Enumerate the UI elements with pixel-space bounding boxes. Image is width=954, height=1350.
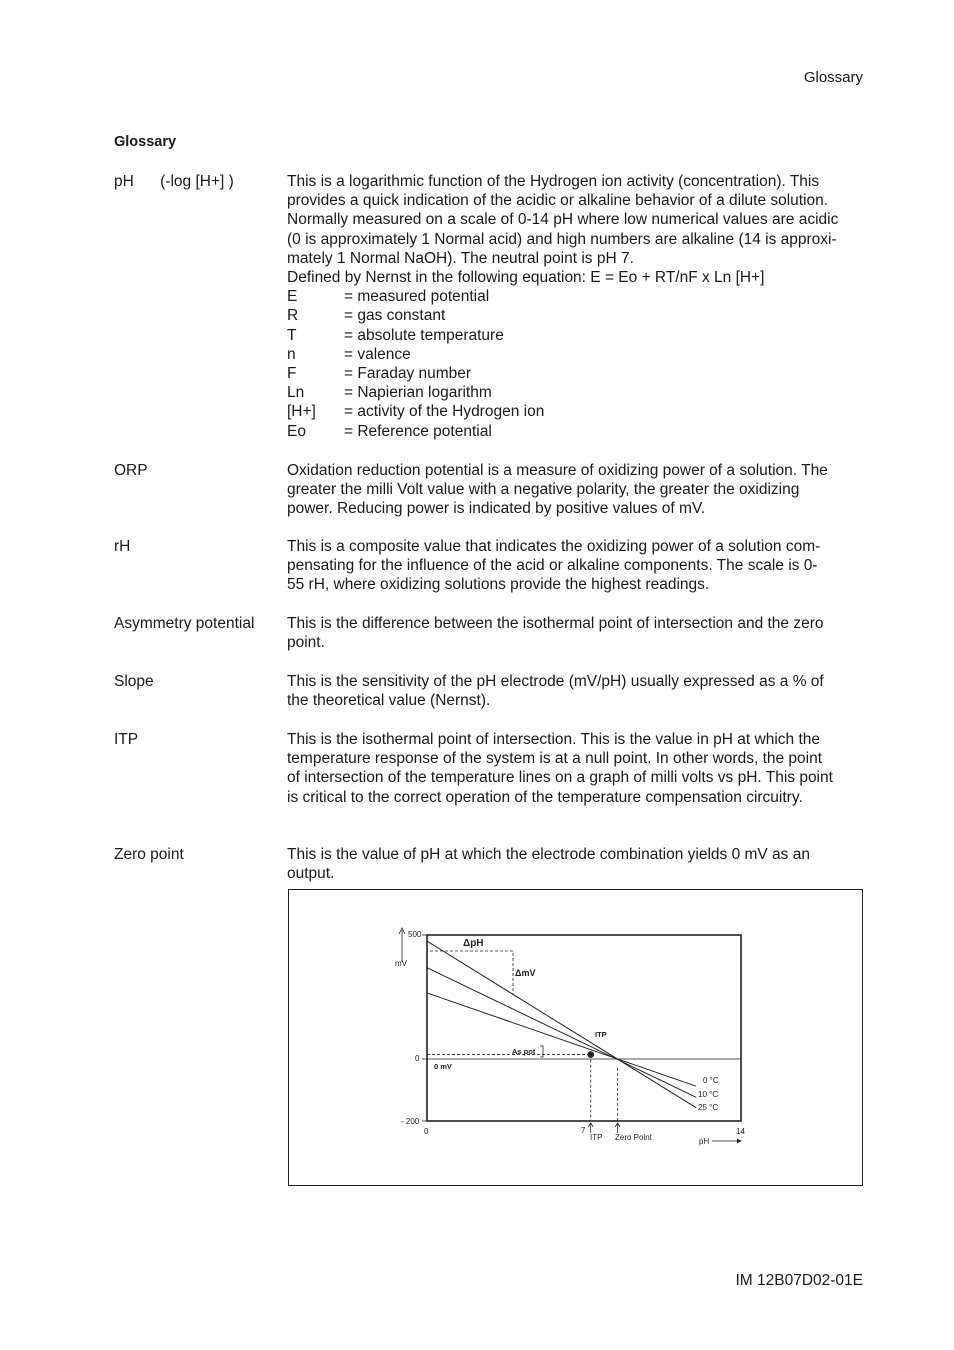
def-line: is critical to the correct operation of the temperature compensation circuitry. [287,788,803,806]
itp-axis-label: ITP [590,1133,603,1142]
def-line: greater the milli Volt value with a negative polarity, the greater the oxidizing [287,481,800,499]
def-line: Defined by Nernst in the following equation: E = Eo + RT/nF x Ln [H+] [287,269,765,287]
as-pot-label: As pot [512,1047,536,1056]
term-ph [114,172,234,191]
page-title: Glossary [114,134,177,150]
legend-25c: 25 °C [698,1103,719,1112]
variable-row [287,326,867,345]
as-pot-bracket [540,1046,543,1057]
legend-0c: 0 °C [703,1076,719,1085]
def-line: Oxidation reduction potential is a measure of oxidizing power of a solution. The [287,462,828,479]
def-line: This is a logarithmic function of the Hydrogen ion activity (concentration). This [287,173,820,190]
variable-symbol: T [287,326,297,344]
x-tick-14: 14 [736,1127,745,1136]
y-tick-minus-200: - 200 [401,1117,420,1126]
itp-chart [289,890,864,1187]
variable-symbol: R [287,307,299,325]
temperature-line-2 [427,993,696,1086]
variable-desc: = valence [344,345,411,363]
def-rh [287,537,867,595]
variable-desc: = Faraday number [344,365,472,383]
zero-point-axis-label: Zero Point [615,1133,652,1142]
def-line: the theoretical value (Nernst). [287,692,491,710]
def-line: mately 1 Normal NaOH). The neutral point is pH 7. [287,249,634,267]
delta-mv-label: ΔmV [515,968,536,978]
legend-10c: 10 °C [698,1090,719,1099]
term-asymmetry: Asymmetry potential [114,615,255,632]
def-line: of intersection of the temperature lines on a graph of milli volts vs pH. This point [287,769,833,787]
term-rh: rH [114,538,131,555]
itp-point [587,1051,594,1058]
def-line: This is the value of pH at which the electrode combination yields 0 mV as an [287,846,810,863]
variable-row [287,422,867,441]
variable-desc: = Napierian logarithm [344,384,492,402]
itp-figure [288,889,863,1186]
variable-desc: = absolute temperature [344,326,504,344]
variable-symbol: Eo [287,422,306,440]
variable-desc: = Reference potential [344,422,492,440]
y-tick-500: 500 [408,930,422,939]
def-zero-point [287,845,867,883]
variable-row [287,345,867,364]
itp-point-label: ITP [595,1030,607,1039]
def-slope [287,672,867,710]
temperature-lines [427,941,696,1108]
y-tick-0: 0 [415,1054,420,1063]
def-line: point. [287,634,325,652]
def-ph [287,172,867,441]
def-line: This is the difference between the isothermal point of intersection and the zero [287,615,824,632]
def-line: provides a quick indication of the acidic or alkaline behavior of a dilute solution. [287,192,829,210]
variable-desc: = activity of the Hydrogen ion [344,403,545,421]
variable-row [287,287,867,306]
variable-row [287,402,867,421]
temperature-line-0 [427,941,696,1108]
def-line: This is the isothermal point of intersection. This is the value in pH at which the [287,731,821,748]
document-id: IM 12B07D02-01E [735,1272,863,1289]
def-line: power. Reducing power is indicated by positive values of mV. [287,500,706,518]
def-line: This is the sensitivity of the pH electrode (mV/pH) usually expressed as a % of [287,673,824,690]
variable-symbol: [H+] [287,403,316,421]
itp-up-arrow [588,1123,593,1133]
def-line: Normally measured on a scale of 0-14 pH where low numerical values are acidic [287,211,839,229]
term-zero-point: Zero point [114,846,184,863]
x-tick-7: 7 [581,1126,586,1135]
def-line: (0 is approximately 1 Normal acid) and high numbers are alkaline (14 is approxi- [287,230,837,248]
zero-mv-label: 0 mV [434,1062,452,1071]
delta-ph-label: ΔpH [463,938,484,949]
def-line: temperature response of the system is at a null point. In other words, the point [287,750,823,768]
plot-frame [427,935,741,1121]
x-tick-0: 0 [424,1127,429,1136]
variable-desc: = measured potential [344,288,490,306]
temperature-line-1 [427,968,696,1098]
term-ph-label: pH [114,173,134,190]
variable-symbol: F [287,365,297,383]
term-ph-note: (-log [H+] ) [160,173,234,190]
variable-row [287,383,867,402]
def-asymmetry [287,614,867,652]
variable-symbol: n [287,345,296,363]
term-orp: ORP [114,462,148,479]
variable-row [287,364,867,383]
def-line: This is a composite value that indicates the oxidizing power of a solution com- [287,538,821,555]
delta-box [430,951,513,994]
variable-symbol: E [287,288,298,306]
def-orp [287,461,867,519]
zero-point-up-arrow [615,1123,620,1133]
variable-symbol: Ln [287,384,305,402]
x-axis-label: pH [699,1137,710,1146]
variable-desc: = gas constant [344,307,446,325]
def-line: 55 rH, where oxidizing solutions provide the highest readings. [287,576,710,594]
term-itp: ITP [114,731,139,748]
def-itp [287,730,867,807]
running-header: Glossary [803,69,863,86]
def-line: pensating for the influence of the acid or alkaline components. The scale is 0- [287,557,818,575]
variable-row [287,306,867,325]
y-axis-label: mV [395,959,407,968]
def-line: output. [287,865,335,883]
term-slope: Slope [114,673,154,690]
